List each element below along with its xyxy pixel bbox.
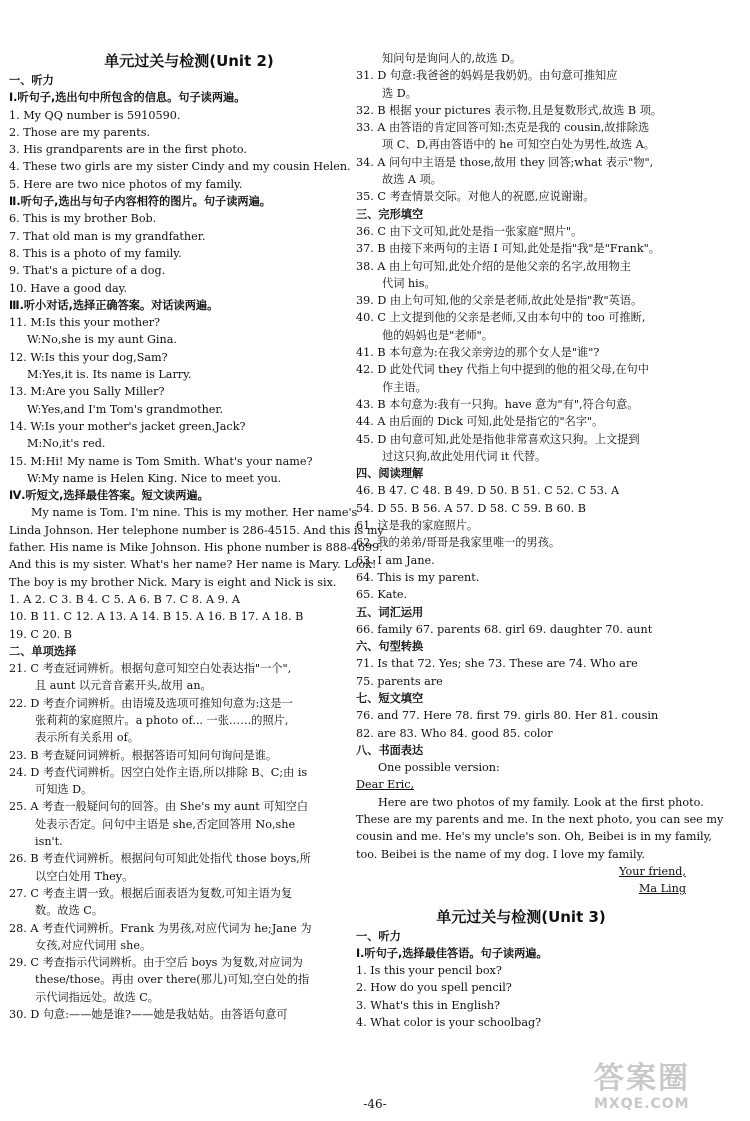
explanation-line: 数。故选 C。 (35, 904, 104, 918)
text-line: 65. Kate. (356, 588, 408, 602)
explanation-line: 可知选 D。 (35, 783, 93, 797)
section-heading: 八、书面表达 (356, 743, 424, 757)
text-line: 35. C 考查情景交际。对他人的祝愿,应说谢谢。 (356, 190, 595, 204)
text-line: 2. How do you spell pencil? (356, 981, 512, 995)
dialogue-line: M:Yes,it is. Its name is Larry. (27, 368, 192, 382)
dialogue-line: W:No,she is my aunt Gina. (27, 333, 177, 347)
section-heading: 三、完形填空 (356, 207, 424, 221)
text-line: 2. Those are my parents. (9, 125, 151, 139)
text-line: 33. A 由答语的肯定回答可知:杰克是我的 cousin,故排除选 (356, 121, 650, 135)
text-line: 24. D 考查代词辨析。因空白处作主语,所以排除 B、C;由 is (9, 765, 308, 779)
text-line: 1. My QQ number is 5910590. (9, 108, 181, 122)
section-heading: 四、阅读理解 (356, 467, 424, 481)
unit-title: 单元过关与检测(Unit 3) (436, 907, 606, 926)
text-line: 29. C 考查指示代词辨析。由于空后 boys 为复数,对应词为 (9, 956, 303, 970)
text-line: 23. B 考查疑问词辨析。根据答语可知问句询问是谁。 (9, 748, 278, 762)
section-heading: 一、听力 (9, 74, 54, 87)
text-line: 39. D 由上句可知,他的父亲是老师,故此处是指"教"英语。 (356, 294, 643, 308)
text-line: 44. A 由后面的 Dick 可知,此处是指它的"名字"。 (356, 415, 604, 429)
text-line: 34. A 问句中主语是 those,故用 they 回答;what 表示"物", (356, 155, 654, 169)
right-column (356, 50, 724, 1031)
section-heading: 六、句型转换 (356, 640, 424, 654)
explanation-line: 以空白处用 They。 (35, 869, 134, 883)
explanation-line: 代词 his。 (382, 276, 436, 290)
text-line: 64. This is my parent. (356, 570, 480, 584)
text-line: 31. D 句意:我爸爸的妈妈是我奶奶。由句意可推知应 (356, 69, 618, 83)
text-line: 26. B 考查代词辨析。根据问句可知此处指代 those boys,所 (9, 852, 311, 866)
text-line: 6. This is my brother Bob. (9, 212, 157, 226)
text-line: 71. Is that 72. Yes; she 73. These are 74. Who are (356, 657, 638, 671)
text-line: 63. I am Jane. (356, 553, 435, 567)
text-line: 45. D 由句意可知,此处是指他非常喜欢这只狗。上文提到 (356, 432, 640, 446)
explanation-line: 表示所有关系用 of。 (35, 731, 139, 745)
text-line: 15. M:Hi! My name is Tom Smith. What's your name? (9, 454, 313, 468)
text-line: 37. B 由接下来两句的主语 I 可知,此处是指"我"是"Frank"。 (356, 242, 660, 256)
subsection-heading: Ⅱ.听句子,选出与句子内容相符的图片。句子读两遍。 (9, 195, 271, 209)
text-line: 38. A 由上句可知,此处介绍的是他父亲的名字,故用物主 (356, 259, 632, 273)
text-line: father. His name is Mike Johnson. His phone number is 888-4699. (9, 541, 383, 555)
text-line: 1. A 2. C 3. B 4. C 5. A 6. B 7. C 8. A 9. A (9, 592, 240, 606)
text-line: 30. D 句意:——她是谁?——她是我姑姑。由答语句意可 (9, 1008, 288, 1022)
section-heading: 七、短文填空 (356, 691, 424, 705)
text-line: 36. C 由下文可知,此处是指一张家庭"照片"。 (356, 224, 583, 238)
text-line: 10. Have a good day. (9, 281, 128, 295)
text-line: 25. A 考查一般疑问句的回答。由 She's my aunt 可知空白 (9, 800, 309, 814)
spacer (356, 898, 686, 906)
text-line: 43. B 本句意为:我有一只狗。have 意为"有",符合句意。 (356, 397, 639, 411)
text-line: 61. 这是我的家庭照片。 (356, 519, 479, 533)
text-line: 3. What's this in English? (356, 998, 501, 1012)
explanation-line: 项 C、D,再由答语中的 he 可知空白处为男性,故选 A。 (382, 138, 655, 152)
subsection-heading: Ⅰ.听句子,选出句中所包含的信息。句子读两遍。 (9, 91, 246, 105)
text-line: 11. M:Is this your mother? (9, 316, 161, 330)
text-line: These are my parents and me. In the next photo, you can see my (356, 813, 724, 827)
text-line: 22. D 考查介词辨析。由语境及选项可推知句意为:这是一 (9, 696, 293, 710)
section-heading: 一、听力 (356, 929, 401, 943)
text-line: 4. What color is your schoolbag? (356, 1016, 542, 1030)
explanation-line: 女孩,对应代词用 she。 (35, 938, 152, 952)
text-line: 13. M:Are you Sally Miller? (9, 385, 165, 399)
text-line: 66. family 67. parents 68. girl 69. daughter 70. aunt (356, 622, 653, 636)
text-line: 8. This is a photo of my family. (9, 246, 182, 260)
text-line: 46. B 47. C 48. B 49. D 50. B 51. C 52. C 53. A (356, 484, 620, 498)
text-line: 5. Here are two nice photos of my family. (9, 177, 243, 191)
explanation-line: 处表示否定。问句中主语是 she,否定回答用 No,she (35, 817, 296, 831)
explanation-line: 张莉莉的家庭照片。a photo of... 一张……的照片, (35, 713, 289, 727)
text-line: 21. C 考查冠词辨析。根据句意可知空白处表达指"一个", (9, 662, 292, 676)
text-line: 76. and 77. Here 78. first 79. girls 80. Her 81. cousin (356, 709, 659, 723)
explanation-line: 过这只狗,故此处用代词 it 代替。 (382, 449, 547, 463)
subsection-heading: Ⅲ.听小对话,选择正确答案。对话读两遍。 (9, 298, 219, 312)
explanation-line: isn't. (35, 835, 63, 849)
explanation-line: 知问句是询问人的,故选 D。 (382, 52, 522, 65)
paragraph-line: One possible version: (378, 761, 500, 775)
text-line: 7. That old man is my grandfather. (9, 229, 206, 243)
text-line: And this is my sister. What's her name? Her name is Mary. Look! (9, 558, 377, 572)
text-line: 28. A 考查代词辨析。Frank 为男孩,对应代词为 he;Jane 为 (9, 921, 312, 935)
dialogue-line: M:No,it's red. (27, 437, 106, 451)
dialogue-line: W:Yes,and I'm Tom's grandmother. (27, 402, 224, 416)
section-heading: 五、词汇运用 (356, 605, 424, 619)
explanation-line: these/those。再由 over there(那儿)可知,空白处的指 (35, 973, 310, 987)
text-line: 41. B 本句意为:在我父亲旁边的那个女人是"谁"? (356, 346, 600, 360)
unit-title: 单元过关与检测(Unit 2) (104, 52, 274, 70)
text-line: 75. parents are (356, 674, 443, 688)
page-number: -46- (363, 1097, 387, 1111)
text-line: 40. C 上文提到他的父亲是老师,又由本句中的 too 可推断, (356, 311, 646, 325)
watermark-logo (594, 1063, 744, 1117)
text-line: 62. 我的弟弟/哥哥是我家里唯一的男孩。 (356, 536, 561, 550)
subsection-heading: Ⅰ.听句子,选择最佳答语。句子读两遍。 (356, 946, 548, 960)
explanation-line: 且 aunt 以元音音素开头,故用 an。 (35, 679, 212, 693)
watermark-text: 答案圈 (594, 1061, 690, 1096)
salutation: Dear Eric, (356, 778, 415, 792)
text-line: cousin and me. He's my uncle's son. Oh, Beibei is in my family, (356, 830, 712, 844)
text-line: 12. W:Is this your dog,Sam? (9, 350, 168, 364)
text-line: 10. B 11. C 12. A 13. A 14. B 15. A 16. B 17. A 18. B (9, 610, 304, 624)
explanation-line: 故选 A 项。 (382, 173, 442, 187)
signature-line: Your friend, (619, 864, 686, 878)
text-line: The boy is my brother Nick. Mary is eight and Nick is six. (9, 575, 337, 589)
watermark-url: MXQE.COM (594, 1096, 690, 1112)
text-line: 32. B 根据 your pictures 表示物,且是复数形式,故选 B 项。 (356, 103, 663, 117)
text-line: 82. are 83. Who 84. good 85. color (356, 726, 553, 740)
text-line: 27. C 考查主谓一致。根据后面表语为复数,可知主语为复 (9, 886, 293, 900)
text-line: too. Beibei is the name of my dog. I love my family. (356, 847, 645, 861)
paragraph-line: Here are two photos of my family. Look at the first photo. (378, 795, 704, 809)
dialogue-line: W:My name is Helen King. Nice to meet you. (27, 471, 282, 485)
text-line: 9. That's a picture of a dog. (9, 264, 166, 278)
text-line: 1. Is this your pencil box? (356, 964, 502, 978)
text-line: 19. C 20. B (9, 627, 73, 641)
subsection-heading: Ⅳ.听短文,选择最佳答案。短文读两遍。 (9, 489, 209, 503)
text-line: 14. W:Is your mother's jacket green,Jack? (9, 419, 246, 433)
text-line: 54. D 55. B 56. A 57. D 58. C 59. B 60. B (356, 501, 587, 515)
explanation-line: 作主语。 (382, 380, 427, 394)
text-line: 42. D 此处代词 they 代指上句中提到的他的祖父母,在句中 (356, 363, 649, 377)
text-line: Linda Johnson. Her telephone number is 286-4515. And this is my (9, 523, 384, 537)
paragraph-line: My name is Tom. I'm nine. This is my mother. Her name's (31, 506, 358, 520)
signature-line: Ma Ling (638, 882, 686, 896)
explanation-line: 他的妈妈也是"老师"。 (382, 328, 493, 342)
explanation-line: 示代词指远处。故选 C。 (35, 990, 159, 1004)
text-line: 4. These two girls are my sister Cindy and my cousin Helen. (9, 160, 351, 174)
section-heading: 二、单项选择 (9, 644, 77, 658)
explanation-line: 选 D。 (382, 86, 417, 100)
text-line: 3. His grandparents are in the first photo. (9, 143, 247, 157)
